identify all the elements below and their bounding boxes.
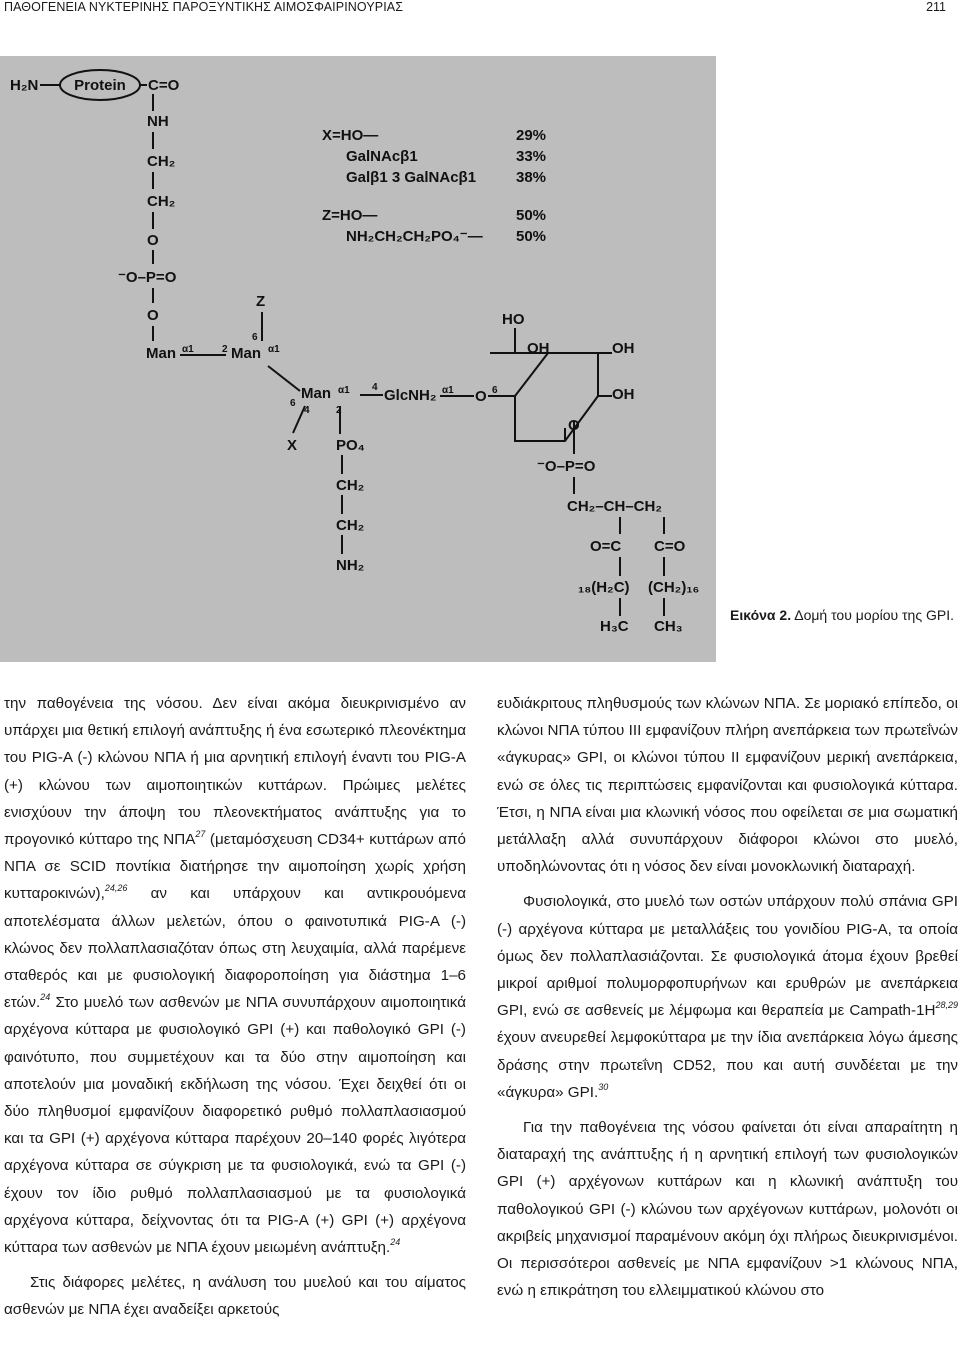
legend-x-pct-1: 33%: [516, 148, 547, 165]
link-2-label: 2: [222, 344, 228, 355]
alpha1-label-3: α1: [338, 385, 350, 396]
left-paragraph-1: [4, 690, 466, 1261]
mannose-2: Man: [231, 345, 261, 362]
ring-hydroxyl-1: HO: [502, 311, 525, 328]
position-6-label: 6: [252, 332, 258, 343]
oxygen-label-1: O: [147, 232, 159, 249]
methyl-end-2: CH₃: [654, 618, 683, 635]
ester-carbonyl-1: O=C: [590, 538, 622, 555]
position-4-label: 4: [304, 405, 310, 416]
left-paragraph-2: Στις διάφορες μελέτες, η ανάλυση του μυελού και του αίματος ασθενών με ΝΠΑ έχει αναδείξει αρκετούς: [4, 1274, 466, 1319]
phosphate-label-1: ⁻O–P=O: [118, 269, 177, 286]
glucosamine-label: GlcNH₂: [384, 387, 437, 404]
po4-label: PO₄: [336, 437, 365, 454]
legend-z-pct-1: 50%: [516, 228, 547, 245]
citation-ref: 24: [390, 1237, 401, 1247]
legend-x-pct-2: 38%: [516, 169, 547, 186]
oxygen-label-4: O: [568, 417, 580, 434]
ch2-label-2: CH₂: [147, 193, 176, 210]
citation-ref: 24: [40, 992, 51, 1003]
ring-hydroxyl-3: OH: [612, 340, 635, 357]
citation-ref: 30: [598, 1081, 609, 1092]
gpi-structure-figure: [0, 56, 716, 662]
text-run: (μεταμόσχευση CD34+ κυττάρων από ΝΠΑ σε SCID ποντίκια διατήρησε την αιμοποίηση χωρίς χρήση κυτταροκινών),: [4, 831, 467, 903]
legend-x-label-1: GalNAcβ1: [346, 148, 418, 165]
text-run: Στο μυελό των ασθενών με ΝΠΑ συνυπάρχουν αιμοποιητικά αρχέγονα κύτταρα με φυσιολογικό GPI (+) και παθολογικό GPI (-) φαινότυπο, που συμμετέχουν και τα δύο στην αιμοποίηση και αποτελούν μια μοναδική εκδήλωση της νόσου. Έχει δειχθεί ότι οι δύο πληθυσμοί εμφανίζουν διαφορετικό ρυθμό πολλαπλασιασμού και τα GPI (+) αρχέγονα κύτταρα παρέχουν 20–140 φορές λιγότερα αρχέγονα κύτταρα σε σύγκριση με τα φυσιολογικά, ενώ τα GPI (-) έχουν τον ίδιο ρυθμό πολλαπλασιασμού με τα φυσιολογικά αρχέγονα κύτταρα, δείχνοντας ότι τα PIG-A (+) GPI (+) αρχέγονα κύτταρα των ασθενών με ΝΠΑ έχουν μειωμένη ανάπτυξη.: [4, 994, 466, 1257]
left-column: [4, 690, 466, 1324]
ch2-label-4: CH₂: [336, 517, 365, 534]
fatty-chain-1: ₁₈(H₂C): [578, 579, 630, 596]
position-2-label: 2: [336, 405, 342, 416]
fatty-chain-2: (CH₂)₁₆: [648, 579, 700, 596]
right-paragraph-2: [497, 888, 958, 1106]
h2n-label: H₂N: [10, 77, 39, 94]
citation-ref: 24,26: [104, 883, 128, 894]
legend-x-label-2: Galβ1 3 GalNAcβ1: [346, 169, 477, 186]
glycerol-chain: CH₂–CH–CH₂: [567, 498, 663, 515]
legend-x-label-0: X=HO—: [322, 127, 379, 144]
link-4-label: 4: [372, 382, 378, 393]
alpha1-label-1: α1: [182, 344, 194, 355]
mannose-3: Man: [301, 385, 331, 402]
alpha1-label-2: α1: [268, 344, 280, 355]
oxygen-label-3: O: [475, 388, 487, 405]
figure-caption: [730, 604, 958, 626]
x-substituent: X: [287, 437, 298, 454]
mannose-1: Man: [146, 345, 176, 362]
phosphate-label-2: ⁻O–P=O: [537, 458, 596, 475]
legend-z-label-1: NH₂CH₂CH₂PO₄⁻—: [346, 228, 483, 245]
text-run: έχουν ανευρεθεί λεμφοκύτταρα με την ίδια ανεπάρκεια λόγω άμεσης δράσης στην πρωτεΐνη CD52, που και αυτή συνδέεται με την «άγκυρα» GPI.: [497, 1029, 958, 1101]
citation-ref: 27: [195, 828, 206, 839]
right-paragraph-1: ευδιάκριτους πληθυσμούς των κλώνων ΝΠΑ. Σε μοριακό επίπεδο, οι κλώνοι ΝΠΑ τύπου ΙΙΙ εμφανίζουν πλήρη ανεπάρκεια των πρωτεΐνών «άγκυρας» GPI, οι κλώνοι τύπου ΙΙ εμφανίζουν μερική ανεπάρκεια, ενώ σε όλες τις περιπτώσεις εμφανίζονται και φυσιολογικά κύτταρα. Έτσι, η ΝΠΑ είναι μια κλωνική νόσος που οφείλεται σε μια σωματική μετάλλαξη αλλά συνυπάρχουν διάφοροι κλώνοι στο μυελό, υποδηλώνοντας ότι η νόσος δεν είναι μονοκλωνική διαταραχή.: [497, 695, 958, 876]
legend-x-pct-0: 29%: [516, 127, 547, 144]
carbonyl-label: C=O: [148, 77, 180, 94]
text-run: αν και υπάρχουν και αντικρουόμενα αποτελέσματα άλλων μελετών, όπου ο φαινοτυπικά PIG-A (-) κλώνος δεν πολλαπλασιαζόταν όπως στη λευχαιμία, αλλά παρέμενε σταθερός και με φυσιολογική διαφοροποίηση για διάστημα 1–6 ετών.: [4, 885, 466, 1012]
gpi-structure-diagram: [0, 56, 716, 662]
protein-label: Protein: [74, 77, 126, 94]
position-6-label-2: 6: [290, 398, 296, 409]
oxygen-label-2: O: [147, 307, 159, 324]
z-substituent: Z: [256, 293, 266, 310]
ch2-label-3: CH₂: [336, 477, 365, 494]
legend-z-label-0: Z=HO—: [322, 207, 378, 224]
ch2-label-1: CH₂: [147, 153, 176, 170]
right-paragraph-3: Για την παθογένεια της νόσου φαίνεται ότι είναι απαραίτητη η διαταραχή της ανάπτυξης ή η αρνητική επιλογή των φυσιολογικών GPI (+) αρχέγονων κυττάρων και η κλωνική ανάπτυξη του παθολογικού GPI (-) κλώνου των αρχέγονων κυττάρων, μολονότι οι ακριβείς μηχανισμοί παραμένουν ακόμη όχι πλήρως διευκρινισμένοι. Οι περισσότεροι ασθενείς με ΝΠΑ εμφανίζουν >1 κλώνους ΝΠΑ, ενώ η επικράτηση του ελλειμματικού κλώνου στο: [497, 1119, 958, 1300]
text-run: την παθογένεια της νόσου. Δεν είναι ακόμα διευκρινισμένο αν υπάρχει μια θετική επιλογή ανάπτυξης ή ένα εσωτερικό πλεονέκτημα του PIG-A (-) κλώνου ΝΠΑ ή μια αρνητική επιλογή έναντι του PIG-A (+) κλώνου των αιμοποιητικών κυττάρων. Πρώιμες μελέτες ενισχύουν την άποψη του πλεονεκτήματος ανάπτυξης για το προγονικό κύτταρο της ΝΠΑ: [4, 695, 466, 849]
right-column: [497, 690, 958, 1304]
ring-hydroxyl-2: OH: [527, 340, 550, 357]
nh-label: NH: [147, 113, 169, 130]
caption-text: Δομή του μορίου της GPI.: [794, 607, 954, 623]
caption-label: Εικόνα 2.: [730, 607, 792, 623]
alpha1-label-4: α1: [442, 385, 454, 396]
running-title: ΠΑΘΟΓΕΝΕΙΑ ΝΥΚΤΕΡΙΝΗΣ ΠΑΡΟΞΥΝΤΙΚΗΣ ΑΙΜΟΣΦΑΙΡΙΝΟΥΡΙΑΣ: [4, 0, 404, 14]
ring-hydroxyl-4: OH: [612, 386, 635, 403]
text-run: Φυσιολογικά, στο μυελό των οστών υπάρχουν πολύ σπάνια GPI (-) αρχέγονα κύτταρα με μεταλλάξεις του γονιδίου PIG-A, τα οποία όμως δεν πολλαπλασιάζονται. Σε φυσιολογικά άτομα έχουν βρεθεί μικροί αριθμοί πολυμορφοπυρήνων και ερυθρών με ανεπάρκεια GPI, ενώ σε ασθενείς με λέμφωμα και θεραπεία με Campath-1H: [497, 893, 958, 1020]
running-header: [0, 0, 960, 30]
inositol-position-6: 6: [492, 385, 498, 396]
legend-z-pct-0: 50%: [516, 207, 547, 224]
page-number: 211: [926, 0, 946, 14]
citation-ref: 28,29: [935, 1000, 958, 1011]
methyl-end-1: H₃C: [600, 618, 629, 635]
ester-carbonyl-2: C=O: [654, 538, 686, 555]
nh2-label: NH₂: [336, 557, 365, 574]
